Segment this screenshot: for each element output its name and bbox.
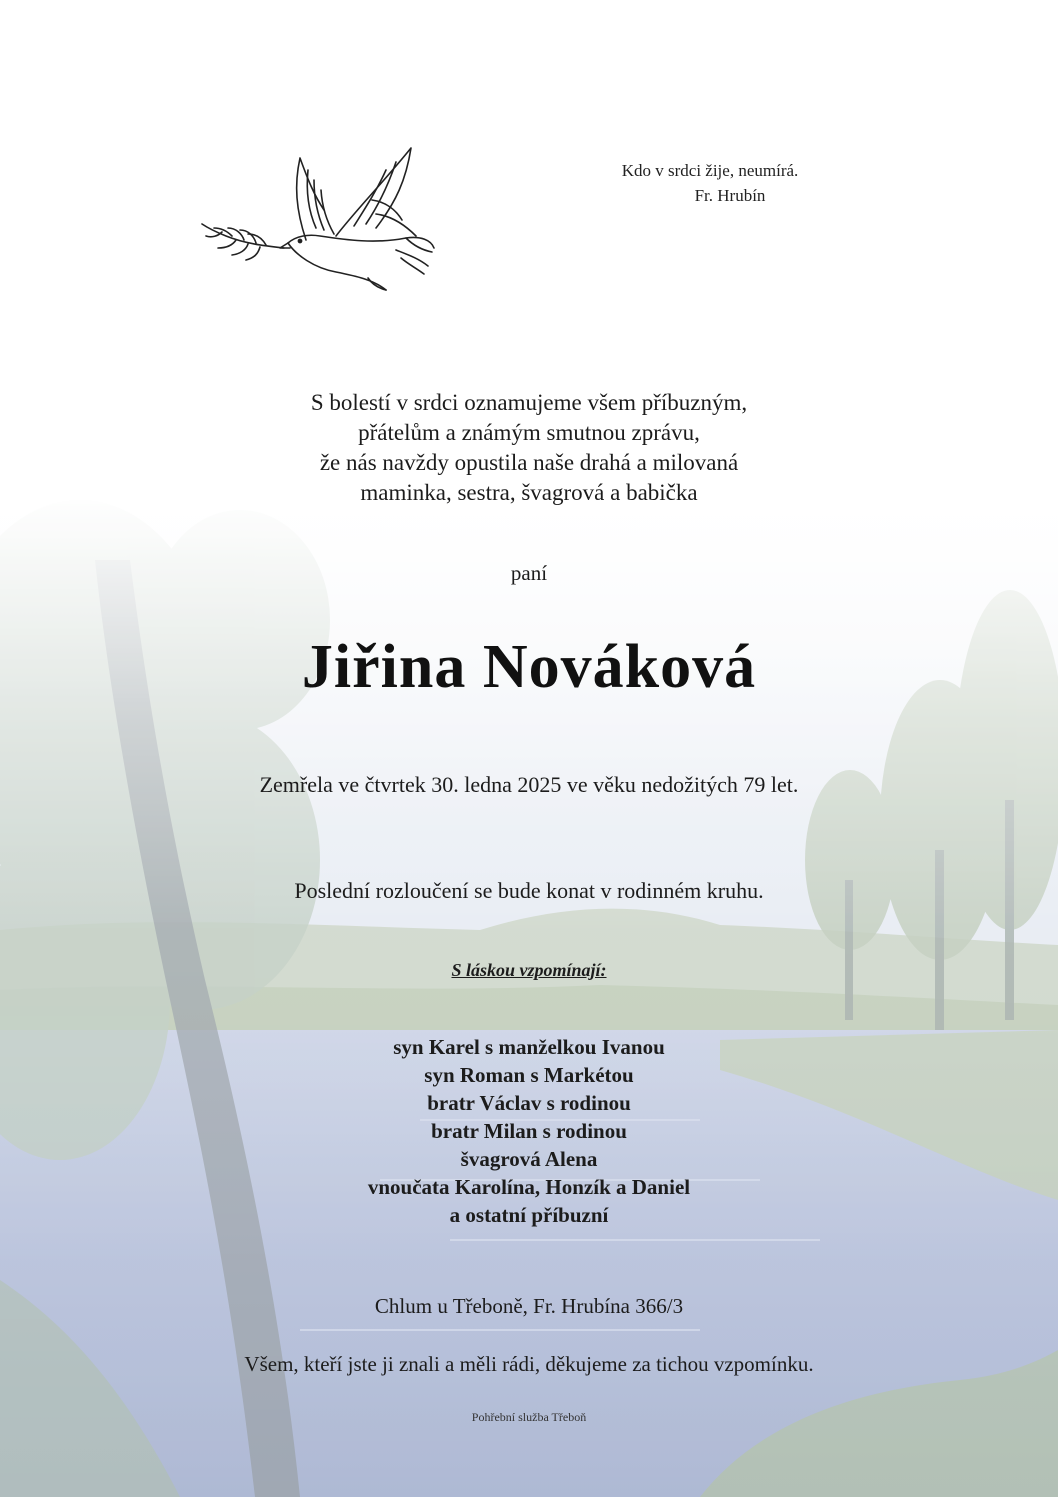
quote-block xyxy=(560,158,860,208)
mourner-item: a ostatní příbuzní xyxy=(449,1203,609,1227)
mourner-item: vnoučata Karolína, Honzík a Daniel xyxy=(367,1175,691,1199)
quote-text: Kdo v srdci žije, neumírá. xyxy=(621,161,799,180)
quote-author: Fr. Hrubín xyxy=(694,186,766,205)
dove-with-olive-branch-icon xyxy=(196,140,446,305)
mourner-item: syn Roman s Markétou xyxy=(424,1063,634,1087)
mourners-list xyxy=(0,1033,1058,1229)
deceased-name: Jiřina Nováková xyxy=(301,633,757,701)
family-address: Chlum u Třeboně, Fr. Hrubína 366/3 xyxy=(374,1294,684,1318)
mourner-item: švagrová Alena xyxy=(460,1147,598,1171)
announcement-line: přátelům a známým smutnou zprávu, xyxy=(358,420,700,445)
remember-heading: S láskou vzpomínají: xyxy=(451,960,607,980)
announcement-line: maminka, sestra, švagrová a babička xyxy=(360,480,698,505)
mourner-item: bratr Milan s rodinou xyxy=(431,1119,627,1143)
funeral-service-name: Pohřební služba Třeboň xyxy=(471,1410,587,1424)
announcement-line: S bolestí v srdci oznamujeme všem příbuzným, xyxy=(310,390,748,415)
death-notice: Zemřela ve čtvrtek 30. ledna 2025 ve věku nedožitých 79 let. xyxy=(259,772,799,797)
mourner-item: bratr Václav s rodinou xyxy=(427,1091,631,1115)
mourner-item: syn Karel s manželkou Ivanou xyxy=(393,1035,665,1059)
title-prefix: paní xyxy=(510,561,548,585)
announcement-text xyxy=(0,388,1058,508)
farewell-notice: Poslední rozloučení se bude konat v rodinném kruhu. xyxy=(294,878,764,903)
announcement-line: že nás navždy opustila naše drahá a milovaná xyxy=(319,450,739,475)
thanks-text: Všem, kteří jste ji znali a měli rádi, děkujeme za tichou vzpomínku. xyxy=(244,1352,814,1376)
